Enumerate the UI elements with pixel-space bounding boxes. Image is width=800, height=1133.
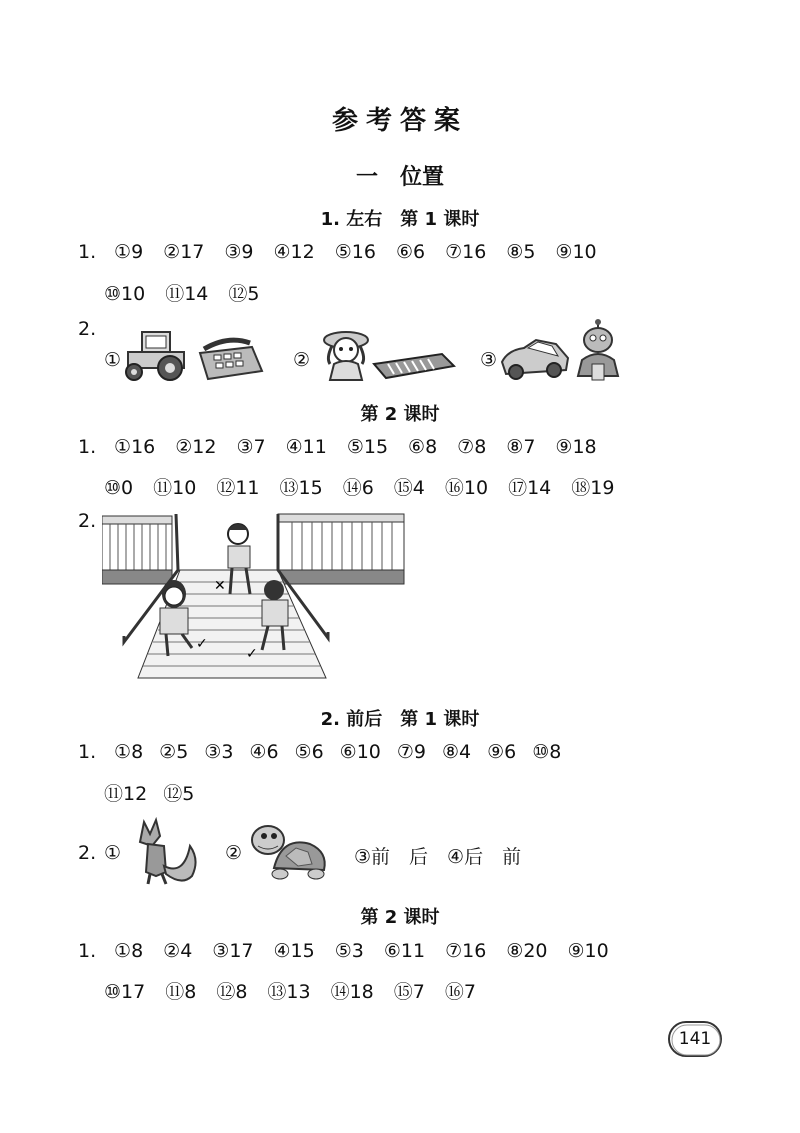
answer-item: ⑦16 (445, 241, 487, 263)
answer-item: ⑪8 (165, 981, 197, 1003)
answer-item: ⑮4 (393, 477, 425, 499)
svg-text:✓: ✓ (196, 636, 208, 652)
answer-item: ⑤6 (294, 741, 324, 763)
answer-list (114, 436, 617, 458)
answer-item: ⑯10 (444, 477, 489, 499)
question-number: 2. (78, 318, 97, 340)
answer-row (78, 940, 629, 962)
svg-text:✓: ✓ (246, 646, 258, 662)
answer-item: ⑧4 (442, 741, 472, 763)
answer-item: ⑱19 (571, 477, 615, 499)
question-number: 1. (78, 241, 97, 263)
answer-item: ②4 (163, 940, 193, 962)
answer-item: ①9 (114, 241, 144, 263)
page-title: 参考答案 (331, 106, 468, 136)
answer-item: ③7 (236, 436, 266, 458)
car-illustration (498, 336, 572, 382)
answer-list (104, 783, 210, 805)
page-number: 141 (678, 1029, 712, 1049)
answer-item: ⑧7 (506, 436, 536, 458)
answer-list (114, 741, 577, 763)
answer-list (104, 981, 496, 1003)
answer-item: ⑧5 (506, 241, 536, 263)
tractor-illustration (120, 328, 188, 382)
answer-row (78, 741, 577, 763)
answer-item: ⑦8 (457, 436, 487, 458)
staircase-illustration (102, 510, 408, 690)
answer-item: ⑫5 (163, 783, 195, 805)
answer-item: ⑰14 (508, 477, 552, 499)
answer-item: ⑤16 (334, 241, 376, 263)
section-heading-3: 2. 前后 第 1 课时 (320, 709, 480, 730)
answer-item: ⑤15 (346, 436, 389, 458)
svg-text:✕: ✕ (214, 578, 226, 594)
turtle-illustration (246, 818, 330, 884)
unit-title: 一 位置 (355, 165, 444, 190)
section-heading-1: 1. 左右 第 1 课时 (320, 209, 480, 230)
answer-mark: ② (293, 349, 311, 371)
answer-item: ⑪10 (153, 477, 197, 499)
answer-item: ①16 (114, 436, 156, 458)
answer-item: ⑫8 (216, 981, 248, 1003)
answer-item: ⑪12 (104, 783, 148, 805)
telephone-illustration (194, 333, 266, 383)
answer-item: ⑥6 (395, 241, 426, 263)
question-number: 1. (78, 741, 97, 763)
answer-item: ⑦16 (445, 940, 487, 962)
answer-row (104, 279, 280, 306)
answer-item: ②12 (175, 436, 217, 458)
answer-item: ①8 (114, 741, 144, 763)
answer-item: ⑨6 (487, 741, 517, 763)
robot-illustration (574, 318, 624, 384)
answer-item: ⑪14 (165, 283, 209, 305)
answer-item: ①8 (114, 940, 144, 962)
answer-item: ③9 (224, 241, 254, 263)
answer-item: ⑮7 (393, 981, 425, 1003)
fox-illustration (130, 816, 204, 886)
answer-item: ⑦9 (396, 741, 427, 763)
answer-mark: ③ (480, 349, 498, 371)
answer-item: ⑥8 (408, 436, 438, 458)
question-number: 1. (78, 940, 97, 962)
answer-item: ⑬15 (279, 477, 323, 499)
question-number: 2. (78, 842, 97, 864)
answer-item: ⑨10 (567, 940, 609, 962)
answer-text: ③前 后 ④后 前 (354, 846, 522, 868)
answer-item: ⑩8 (532, 741, 562, 763)
answer-item: ②5 (159, 741, 189, 763)
answer-item: ②17 (163, 241, 205, 263)
answer-item: ⑩0 (104, 477, 134, 499)
answer-list (114, 940, 629, 962)
answer-row (78, 241, 617, 263)
answer-item: ⑫5 (228, 283, 260, 305)
answer-item: ⑫11 (216, 477, 260, 499)
answer-item: ⑬13 (267, 981, 311, 1003)
answer-item: ④12 (273, 241, 315, 263)
answer-list (104, 283, 280, 305)
section-heading-2: 第 2 课时 (360, 404, 440, 425)
answer-item: ⑤3 (334, 940, 364, 962)
answer-item: ⑭18 (330, 981, 374, 1003)
answer-item: ⑧20 (506, 940, 548, 962)
answer-item: ⑥10 (339, 741, 381, 763)
answer-item: ③17 (212, 940, 254, 962)
answer-row (104, 473, 634, 500)
answer-mark: ① (104, 349, 122, 371)
answer-item: ④6 (249, 741, 279, 763)
answer-item: ④15 (273, 940, 315, 962)
answer-item: ④11 (285, 436, 327, 458)
section-heading-4: 第 2 课时 (360, 907, 440, 928)
doll-illustration (316, 328, 376, 384)
answer-mark: ① (104, 842, 122, 864)
answer-row (104, 779, 210, 806)
abacus-illustration (372, 350, 456, 380)
answer-item: ③3 (204, 741, 234, 763)
answer-item: ⑨10 (555, 241, 597, 263)
answer-item: ⑭6 (342, 477, 374, 499)
answer-mark: ② (225, 842, 243, 864)
answer-item: ⑩17 (104, 981, 146, 1003)
answer-list (104, 477, 634, 499)
answer-row (104, 977, 496, 1004)
answer-row (78, 436, 617, 458)
question-number: 2. (78, 510, 97, 532)
answer-list (114, 241, 617, 263)
answer-item: ⑯7 (444, 981, 476, 1003)
question-number: 1. (78, 436, 97, 458)
answer-item: ⑥11 (383, 940, 426, 962)
answer-item: ⑨18 (555, 436, 597, 458)
answer-item: ⑩10 (104, 283, 146, 305)
